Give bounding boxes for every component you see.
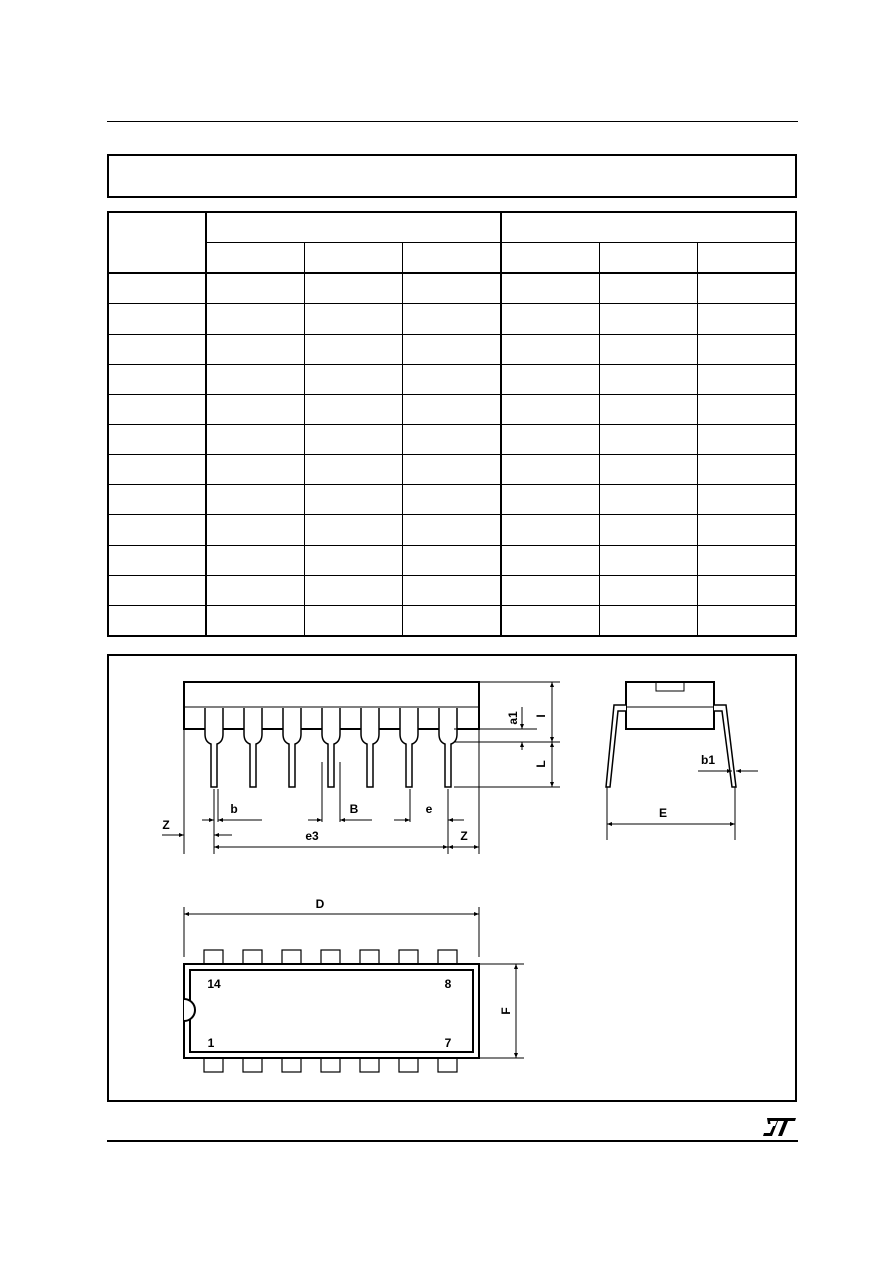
table-row: [108, 304, 796, 334]
table-row: [108, 394, 796, 424]
table-row: [108, 515, 796, 545]
side-pin: [322, 708, 340, 787]
table-row: [108, 273, 796, 304]
pin-number-8: 8: [444, 977, 452, 991]
label-B: B: [349, 802, 359, 816]
pin-number-1: 1: [207, 1036, 215, 1050]
top-pin: [438, 950, 457, 964]
bottom-pin: [438, 1058, 457, 1072]
table-row: [108, 545, 796, 575]
table-row: [108, 364, 796, 394]
table-row: [108, 575, 796, 605]
label-e3: e3: [305, 829, 319, 843]
st-logo: [762, 1116, 798, 1138]
header-rule: [107, 121, 798, 122]
header-mm-group: [206, 212, 501, 243]
label-z-right: Z: [460, 829, 468, 843]
package-drawing-box: [107, 654, 797, 1102]
bottom-pin: [321, 1058, 340, 1072]
header-typ: [599, 243, 697, 274]
bottom-pin: [282, 1058, 301, 1072]
header-max: [698, 243, 796, 274]
label-F: F: [499, 1007, 513, 1015]
label-L: L: [534, 760, 548, 768]
label-D: D: [315, 897, 325, 911]
bottom-pin: [243, 1058, 262, 1072]
end-view: [606, 682, 758, 840]
dimensions-table: [107, 211, 797, 637]
label-E: E: [658, 806, 668, 820]
top-pin: [321, 950, 340, 964]
top-pin: [282, 950, 301, 964]
top-view: [184, 907, 524, 1072]
header-inch-group: [501, 212, 796, 243]
side-pin: [361, 708, 379, 787]
bottom-pin: [360, 1058, 379, 1072]
side-pin: [439, 708, 457, 787]
label-b1: b1: [700, 753, 716, 767]
label-I: I: [534, 714, 548, 718]
table-row: [108, 605, 796, 636]
table-row: [108, 334, 796, 364]
side-pin: [205, 708, 223, 787]
bottom-pin: [399, 1058, 418, 1072]
top-pin: [360, 950, 379, 964]
top-pin: [204, 950, 223, 964]
table-subheader-row: [108, 243, 796, 274]
side-pin: [283, 708, 301, 787]
top-pin: [243, 950, 262, 964]
pin-number-14: 14: [207, 977, 221, 991]
label-a1: a1: [506, 711, 520, 725]
package-body-end: [626, 682, 714, 729]
package-drawing: [109, 656, 795, 1100]
top-pin: [399, 950, 418, 964]
label-b: b: [230, 802, 238, 816]
label-e: e: [425, 802, 433, 816]
header-min: [206, 243, 304, 274]
footer-rule: [107, 1140, 798, 1142]
header-dim-cell: [108, 212, 206, 273]
side-pin: [244, 708, 262, 787]
pin-number-7: 7: [444, 1036, 452, 1050]
bottom-pin: [204, 1058, 223, 1072]
table-row: [108, 424, 796, 454]
table-title-box: [107, 154, 797, 198]
table-row: [108, 485, 796, 515]
table-header-row: [108, 212, 796, 243]
header-min: [501, 243, 599, 274]
label-z-left: Z: [162, 818, 170, 832]
side-view: [184, 682, 479, 787]
table-row: [108, 455, 796, 485]
header-typ: [305, 243, 403, 274]
side-pin: [400, 708, 418, 787]
header-max: [403, 243, 501, 274]
